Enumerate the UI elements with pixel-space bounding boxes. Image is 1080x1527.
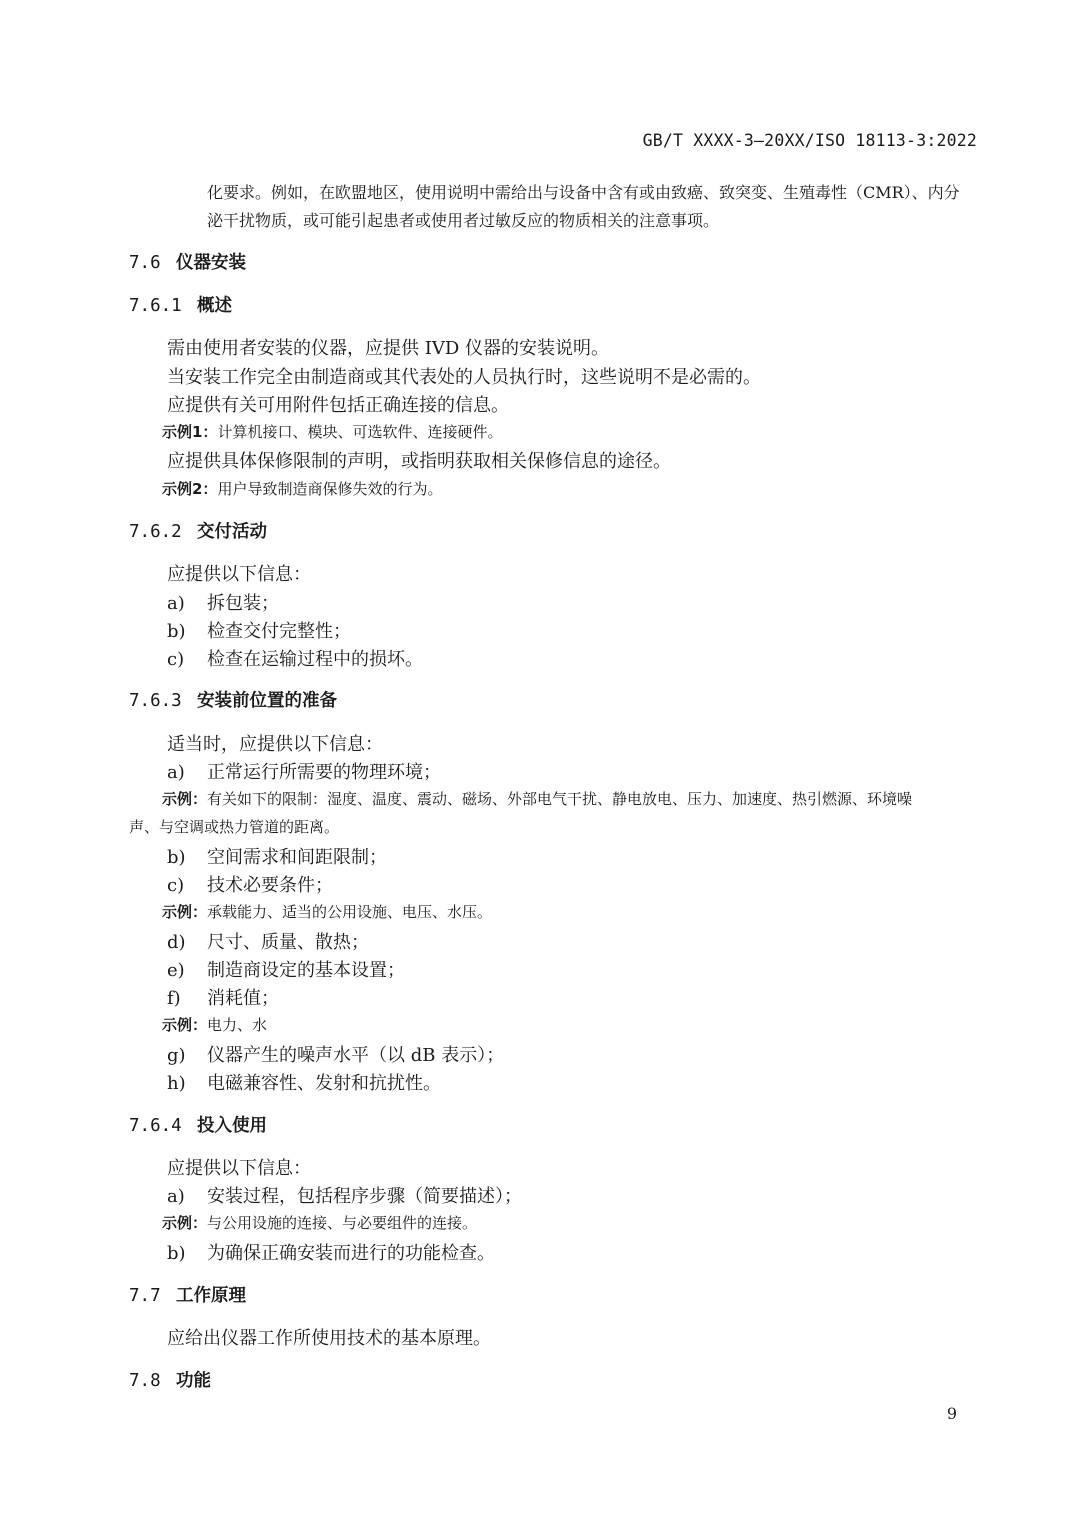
- list-item: [167, 956, 405, 982]
- example-text: 电力、水: [207, 1016, 268, 1034]
- section-number: 7.6.4: [129, 1116, 182, 1136]
- section-title: 安装前位置的准备: [197, 691, 337, 711]
- list-marker: c): [167, 875, 185, 896]
- paragraph: 应给出仪器工作所使用技术的基本原理。: [167, 1328, 491, 1349]
- list-text: 空间需求和间距限制；: [207, 847, 387, 868]
- section-number: 7.6.2: [129, 522, 182, 542]
- section-number: 7.6: [129, 253, 161, 273]
- list-text: 电磁兼容性、发射和抗扰性。: [207, 1073, 441, 1094]
- example-note: [162, 1212, 477, 1233]
- list-text: 安装过程，包括程序步骤（简要描述）；: [207, 1186, 522, 1207]
- example-label: 示例2：: [162, 480, 218, 498]
- list-marker: b): [167, 847, 186, 868]
- list-marker: f): [167, 988, 181, 1009]
- list-marker: d): [167, 932, 186, 953]
- list-marker: g): [167, 1045, 186, 1066]
- list-marker: a): [167, 1186, 185, 1207]
- section-number: 7.7: [129, 1286, 161, 1306]
- document-header-id: GB/T XXXX-3—20XX/ISO 18113-3:2022: [642, 131, 977, 150]
- paragraph: 当安装工作完全由制造商或其代表处的人员执行时，这些说明不是必需的。: [167, 367, 761, 388]
- section-title: 仪器安装: [176, 253, 246, 273]
- example-text: 有关如下的限制：湿度、温度、震动、磁场、外部电气干扰、静电放电、压力、加速度、热引燃源、环境噪: [207, 790, 913, 808]
- list-text: 拆包装；: [207, 593, 279, 614]
- list-text: 检查交付完整性；: [207, 621, 351, 642]
- example-label: 示例：: [162, 1016, 208, 1034]
- list-item: [167, 617, 351, 643]
- section-7-6-heading: [129, 249, 246, 274]
- example-text: 与公用设施的连接、与必要组件的连接。: [207, 1214, 478, 1232]
- list-item: [167, 1041, 504, 1067]
- paragraph: 应提供有关可用附件包括正确连接的信息。: [167, 395, 509, 416]
- example-text: 计算机接口、模块、可选软件、连接硬件。: [217, 423, 503, 441]
- list-item: [167, 928, 369, 954]
- example-note: [162, 1014, 267, 1035]
- paragraph: 应提供以下信息：: [167, 1158, 311, 1179]
- list-item: [167, 1069, 441, 1095]
- section-title: 投入使用: [197, 1116, 267, 1136]
- example-text: 承载能力、适当的公用设施、电压、水压。: [207, 903, 493, 921]
- list-marker: b): [167, 621, 186, 642]
- list-text: 技术必要条件；: [207, 875, 333, 896]
- list-text: 为确保正确安装而进行的功能检查。: [207, 1243, 495, 1264]
- list-item: [167, 984, 279, 1010]
- paragraph: 适当时，应提供以下信息：: [167, 734, 383, 755]
- section-title: 交付活动: [197, 522, 267, 542]
- list-text: 检查在运输过程中的损坏。: [207, 649, 423, 670]
- example-note: [162, 478, 442, 499]
- example-label: 示例1：: [162, 423, 218, 441]
- example-note: [162, 788, 912, 809]
- example-label: 示例：: [162, 1214, 208, 1232]
- list-marker: c): [167, 649, 185, 670]
- list-marker: a): [167, 593, 185, 614]
- section-title: 概述: [197, 296, 232, 316]
- section-number: 7.6.3: [129, 691, 182, 711]
- paragraph: 应提供以下信息：: [167, 564, 311, 585]
- section-7-6-2-heading: [129, 518, 267, 543]
- example-note: [162, 901, 492, 922]
- example-note-continued: 声、与空调或热力管道的距离。: [129, 818, 340, 836]
- list-marker: a): [167, 762, 185, 783]
- paragraph: 需由使用者安装的仪器，应提供 IVD 仪器的安装说明。: [167, 338, 609, 359]
- example-label: 示例：: [162, 903, 208, 921]
- section-number: 7.6.1: [129, 296, 182, 316]
- list-item: [167, 1182, 522, 1208]
- example-label: 示例：: [162, 790, 208, 808]
- list-marker: h): [167, 1073, 186, 1094]
- list-text: 消耗值；: [207, 988, 279, 1009]
- continuation-line-1: 化要求。例如，在欧盟地区，使用说明中需给出与设备中含有或由致癌、致突变、生殖毒性（CMR）、内分: [207, 183, 960, 202]
- list-item: [167, 1239, 495, 1265]
- section-7-6-3-heading: [129, 687, 337, 712]
- page-number: 9: [946, 1404, 957, 1423]
- list-text: 尺寸、质量、散热；: [207, 932, 369, 953]
- example-text: 用户导致制造商保修失效的行为。: [217, 480, 443, 498]
- list-item: [167, 758, 441, 784]
- list-text: 制造商设定的基本设置；: [207, 960, 405, 981]
- section-7-7-heading: [129, 1282, 246, 1307]
- list-item: [167, 843, 387, 869]
- section-7-6-1-heading: [129, 292, 232, 317]
- list-item: [167, 645, 423, 671]
- section-title: 功能: [176, 1371, 211, 1391]
- paragraph: 应提供具体保修限制的声明，或指明获取相关保修信息的途径。: [167, 451, 671, 472]
- section-7-6-4-heading: [129, 1112, 267, 1137]
- section-7-8-heading: [129, 1367, 211, 1392]
- list-item: [167, 871, 333, 897]
- list-text: 仪器产生的噪声水平（以 dB 表示）；: [207, 1045, 505, 1066]
- list-marker: e): [167, 960, 185, 981]
- list-text: 正常运行所需要的物理环境；: [207, 762, 441, 783]
- example-note: [162, 421, 502, 442]
- list-marker: b): [167, 1243, 186, 1264]
- section-title: 工作原理: [176, 1286, 246, 1306]
- list-item: [167, 589, 279, 615]
- section-number: 7.8: [129, 1371, 161, 1391]
- continuation-line-2: 泌干扰物质，或可能引起患者或使用者过敏反应的物质相关的注意事项。: [207, 211, 720, 230]
